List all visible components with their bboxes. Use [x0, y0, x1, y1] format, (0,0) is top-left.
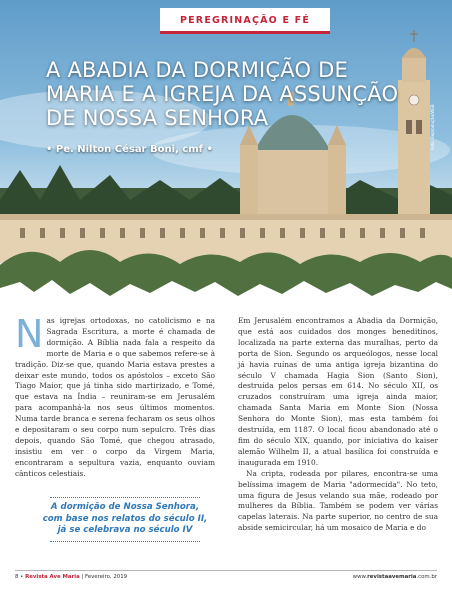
issue-date: Fevereiro, 2019 [84, 574, 128, 580]
article-column-right [238, 316, 438, 534]
separator: | [81, 574, 84, 580]
magazine-name: Revista Ave Maria [25, 574, 80, 580]
section-tag-label: PEREGRINAÇÃO E FÉ [179, 15, 311, 26]
bullet: • [20, 574, 24, 580]
page-number: 8 [15, 574, 19, 580]
website-suffix: .com.br [416, 574, 437, 580]
drop-cap: N [15, 312, 44, 356]
paragraph-text: as igrejas ortodoxas, no catolicismo e na Sagrada Escritura, a morte é chamada de dormição. A Bíblia nada fala a respeito da morte de Maria e o que sabemos refere-se à tradição. Diz-se que, quando Maria estava prestes a deixar este mundo, todos os apóstolos – exceto São Tiago Maior, que já tinha sido martirizado, e Tomé, que estava na Índia – reuniram-se em Jerusalém para acompanhá-la nos seus últimos momentos. Numa tarde branca e serena fecharam os seus olhos e depositaram o seu corpo num sepulcro. Três dias depois, quando São Tomé, que chegou atrasado, insistiu em ver o corpo da Virgem Maria, encontraram a sepultura vazia, enquanto ouviam cânticos celestiais. [15, 316, 215, 478]
paragraph [15, 312, 215, 480]
photo-credit: Foto: Reprodução/WEB [430, 104, 435, 150]
pullquote: A dormição de Nossa Senhora, com base nos relatos do século II, já se celebrava no século IV [42, 502, 208, 535]
footer-folio [15, 574, 127, 580]
section-tag [160, 8, 330, 34]
paragraph: Em Jerusalém encontramos a Abadia da Dormição, que está aos cuidados dos monges beneditinos, localizada na parte externa das muralhas, perto da porta de Sion. Segundo os arqueólogos, nesse local já havia ruínas de uma antiga igreja bizantina do século V chamada Hagia Sion (Santo Sion), destruída pelos persas em 614. No século XII, os cruzados construíram uma igreja ainda maior, chamada Santa Maria em Monte Sion (Nossa Senhora do Monte Sion), mas esta também foi destruída, em 1187. O local ficou abandonado até o fim do século XIX, quando, por iniciativa do kaiser alemão Wilhelm II, a atual basílica foi construída e inaugurada em 1910. [238, 316, 438, 467]
website-prefix: www. [352, 574, 368, 580]
paragraph: Na cripta, rodeada por pilares, encontra-se uma belíssima imagem de Maria "adormecida". No teto, uma figura de Jesus velando sua mãe, rodeado por mulheres da Bíblia. Também se podem ver várias capelas laterais. Na parte superior, no centro de sua abside semicircular, há um mosaico de Maria e do [238, 468, 438, 533]
website-brand: revistaavemaria [367, 574, 417, 580]
pullquote-rule-bottom [50, 541, 200, 542]
footer-rule [15, 570, 437, 571]
article-column-left [15, 312, 215, 480]
pullquote-rule-top [50, 497, 200, 498]
footer-website[interactable] [353, 574, 437, 580]
article-author: • Pe. Nilton César Boni, cmf • [46, 144, 213, 155]
article-title: A ABADIA DA DORMIÇÃO DE MARIA E A IGREJA DA ASSUNÇÃO DE NOSSA SENHORA [46, 58, 399, 130]
